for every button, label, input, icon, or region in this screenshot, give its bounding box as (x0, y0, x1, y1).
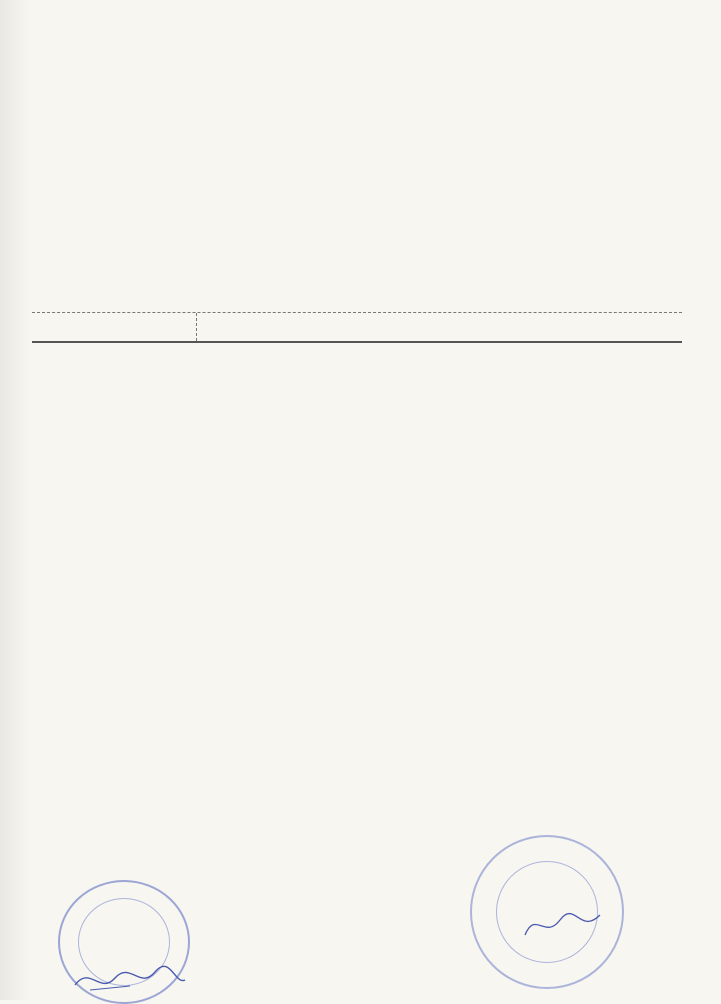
page-fold-shadow (0, 0, 30, 1000)
table-header-row (32, 313, 682, 343)
subscriber-signature (520, 905, 610, 945)
equipment-table (32, 312, 682, 343)
operator-signature (70, 960, 190, 998)
